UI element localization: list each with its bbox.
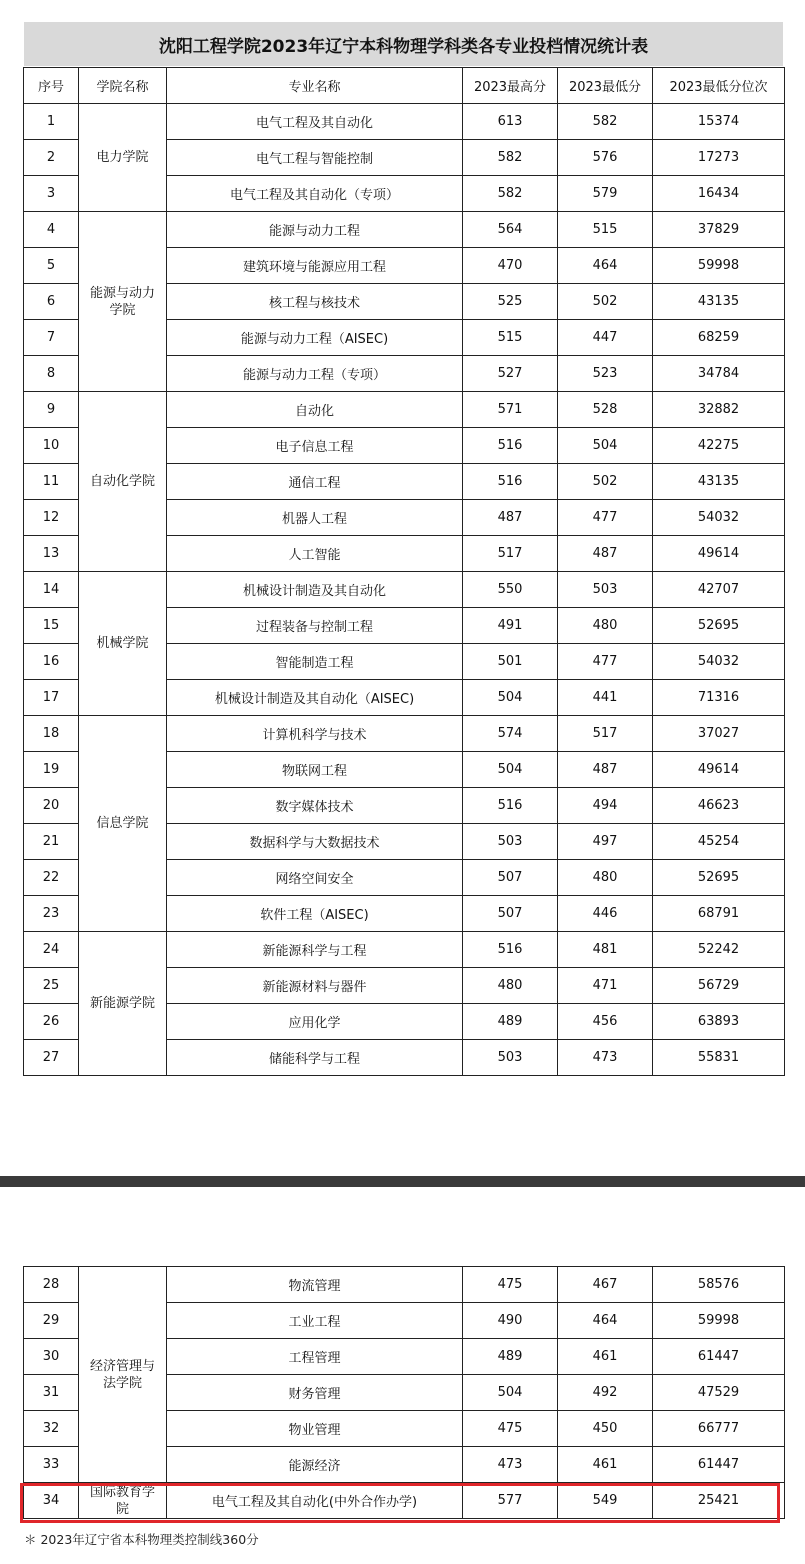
cell-min-score: 467 [558,1267,653,1303]
cell-min-rank: 54032 [653,500,785,536]
cell-min-score: 441 [558,680,653,716]
cell-max-score: 475 [463,1411,558,1447]
cell-max-score: 504 [463,752,558,788]
footnote: ＊ 2023年辽宁省本科物理类控制线360分 [24,1532,259,1547]
cell-major: 财务管理 [167,1375,463,1411]
cell-index: 17 [24,680,79,716]
cell-min-score: 456 [558,1004,653,1040]
cell-college: 电力学院 [79,104,167,212]
cell-min-score: 492 [558,1375,653,1411]
cell-major: 电气工程与智能控制 [167,140,463,176]
cell-college: 国际教育学院 [79,1483,167,1519]
cell-index: 32 [24,1411,79,1447]
cell-min-rank: 63893 [653,1004,785,1040]
cell-index: 31 [24,1375,79,1411]
cell-index: 15 [24,608,79,644]
cell-max-score: 504 [463,1375,558,1411]
cell-index: 3 [24,176,79,212]
cell-min-rank: 52695 [653,608,785,644]
table-row [24,1483,785,1519]
cell-major: 物流管理 [167,1267,463,1303]
cell-min-rank: 59998 [653,1303,785,1339]
cell-min-score: 450 [558,1411,653,1447]
cell-min-rank: 52242 [653,932,785,968]
cell-min-rank: 25421 [653,1483,785,1519]
cell-min-rank: 68259 [653,320,785,356]
cell-min-rank: 42275 [653,428,785,464]
cell-max-score: 564 [463,212,558,248]
cell-index: 4 [24,212,79,248]
cell-min-score: 517 [558,716,653,752]
admission-table-part1 [23,67,785,1076]
cell-index: 7 [24,320,79,356]
page-title: 沈阳工程学院2023年辽宁本科物理学科类各专业投档情况统计表 [24,22,783,66]
cell-major: 电子信息工程 [167,428,463,464]
cell-min-rank: 58576 [653,1267,785,1303]
cell-major: 数字媒体技术 [167,788,463,824]
cell-major: 建筑环境与能源应用工程 [167,248,463,284]
cell-max-score: 525 [463,284,558,320]
cell-index: 22 [24,860,79,896]
cell-max-score: 473 [463,1447,558,1483]
cell-index: 26 [24,1004,79,1040]
cell-max-score: 491 [463,608,558,644]
cell-min-rank: 61447 [653,1447,785,1483]
table-row [24,104,785,140]
cell-index: 14 [24,572,79,608]
cell-min-score: 494 [558,788,653,824]
cell-index: 13 [24,536,79,572]
cell-min-score: 579 [558,176,653,212]
cell-max-score: 527 [463,356,558,392]
admission-table-part2 [23,1266,785,1519]
cell-min-score: 497 [558,824,653,860]
cell-min-score: 481 [558,932,653,968]
cell-major: 机器人工程 [167,500,463,536]
cell-min-rank: 34784 [653,356,785,392]
cell-college: 经济管理与法学院 [79,1267,167,1483]
cell-major: 电气工程及其自动化 [167,104,463,140]
cell-max-score: 470 [463,248,558,284]
cell-max-score: 516 [463,932,558,968]
cell-min-score: 576 [558,140,653,176]
cell-max-score: 503 [463,824,558,860]
cell-index: 12 [24,500,79,536]
cell-min-score: 464 [558,248,653,284]
cell-index: 24 [24,932,79,968]
cell-index: 33 [24,1447,79,1483]
cell-min-rank: 16434 [653,176,785,212]
cell-min-rank: 47529 [653,1375,785,1411]
table-row [24,1267,785,1303]
cell-max-score: 487 [463,500,558,536]
cell-min-score: 502 [558,284,653,320]
cell-max-score: 490 [463,1303,558,1339]
cell-index: 23 [24,896,79,932]
header-min-score: 2023最低分 [558,68,653,104]
cell-major: 新能源科学与工程 [167,932,463,968]
cell-college: 能源与动力学院 [79,212,167,392]
cell-max-score: 489 [463,1339,558,1375]
cell-major: 新能源材料与器件 [167,968,463,1004]
cell-min-score: 464 [558,1303,653,1339]
cell-min-rank: 45254 [653,824,785,860]
cell-min-rank: 15374 [653,104,785,140]
cell-max-score: 507 [463,860,558,896]
cell-min-score: 487 [558,536,653,572]
cell-index: 9 [24,392,79,428]
header-min-rank: 2023最低分位次 [653,68,785,104]
cell-index: 20 [24,788,79,824]
cell-min-rank: 66777 [653,1411,785,1447]
cell-min-score: 477 [558,644,653,680]
table-row [24,932,785,968]
cell-index: 16 [24,644,79,680]
cell-major: 物业管理 [167,1411,463,1447]
cell-min-score: 480 [558,608,653,644]
cell-major: 计算机科学与技术 [167,716,463,752]
cell-major: 能源与动力工程 [167,212,463,248]
cell-min-score: 471 [558,968,653,1004]
cell-min-score: 447 [558,320,653,356]
cell-min-score: 477 [558,500,653,536]
cell-max-score: 503 [463,1040,558,1076]
cell-min-rank: 56729 [653,968,785,1004]
header-index: 序号 [24,68,79,104]
table-row [24,716,785,752]
cell-max-score: 480 [463,968,558,1004]
header-major: 专业名称 [167,68,463,104]
cell-index: 29 [24,1303,79,1339]
cell-max-score: 515 [463,320,558,356]
cell-major: 软件工程（AISEC) [167,896,463,932]
cell-max-score: 504 [463,680,558,716]
cell-max-score: 516 [463,464,558,500]
cell-min-rank: 17273 [653,140,785,176]
cell-major: 物联网工程 [167,752,463,788]
cell-index: 8 [24,356,79,392]
cell-index: 28 [24,1267,79,1303]
cell-index: 11 [24,464,79,500]
cell-major: 人工智能 [167,536,463,572]
cell-min-rank: 49614 [653,536,785,572]
cell-major: 核工程与核技术 [167,284,463,320]
cell-major: 电气工程及其自动化（专项） [167,176,463,212]
cell-min-rank: 61447 [653,1339,785,1375]
cell-min-rank: 43135 [653,464,785,500]
cell-max-score: 489 [463,1004,558,1040]
table-row [24,212,785,248]
cell-min-rank: 68791 [653,896,785,932]
cell-max-score: 475 [463,1267,558,1303]
cell-major: 能源与动力工程（AISEC) [167,320,463,356]
cell-min-score: 504 [558,428,653,464]
cell-min-rank: 37829 [653,212,785,248]
cell-index: 2 [24,140,79,176]
cell-max-score: 577 [463,1483,558,1519]
cell-index: 30 [24,1339,79,1375]
cell-min-rank: 54032 [653,644,785,680]
cell-min-rank: 37027 [653,716,785,752]
cell-max-score: 516 [463,788,558,824]
cell-max-score: 550 [463,572,558,608]
cell-major: 能源经济 [167,1447,463,1483]
cell-max-score: 582 [463,176,558,212]
cell-min-score: 503 [558,572,653,608]
cell-major: 储能科学与工程 [167,1040,463,1076]
cell-min-score: 582 [558,104,653,140]
cell-max-score: 517 [463,536,558,572]
cell-min-score: 487 [558,752,653,788]
cell-major: 网络空间安全 [167,860,463,896]
cell-major: 智能制造工程 [167,644,463,680]
cell-min-score: 461 [558,1339,653,1375]
section-divider [0,1176,805,1187]
cell-major: 能源与动力工程（专项） [167,356,463,392]
cell-min-score: 473 [558,1040,653,1076]
cell-index: 6 [24,284,79,320]
header-max-score: 2023最高分 [463,68,558,104]
cell-min-score: 523 [558,356,653,392]
cell-major: 机械设计制造及其自动化（AISEC) [167,680,463,716]
cell-index: 34 [24,1483,79,1519]
table-header-row [24,68,785,104]
cell-college: 机械学院 [79,572,167,716]
cell-college: 信息学院 [79,716,167,932]
cell-major: 应用化学 [167,1004,463,1040]
cell-index: 27 [24,1040,79,1076]
cell-min-rank: 46623 [653,788,785,824]
cell-min-score: 528 [558,392,653,428]
cell-major: 过程装备与控制工程 [167,608,463,644]
cell-index: 25 [24,968,79,1004]
cell-min-score: 461 [558,1447,653,1483]
cell-max-score: 574 [463,716,558,752]
table-row [24,572,785,608]
cell-max-score: 501 [463,644,558,680]
cell-major: 机械设计制造及其自动化 [167,572,463,608]
cell-min-score: 480 [558,860,653,896]
cell-max-score: 582 [463,140,558,176]
cell-max-score: 516 [463,428,558,464]
cell-major: 通信工程 [167,464,463,500]
cell-index: 18 [24,716,79,752]
header-college: 学院名称 [79,68,167,104]
cell-min-score: 515 [558,212,653,248]
cell-major: 自动化 [167,392,463,428]
cell-min-score: 502 [558,464,653,500]
cell-major: 工业工程 [167,1303,463,1339]
cell-index: 5 [24,248,79,284]
cell-index: 21 [24,824,79,860]
cell-major: 工程管理 [167,1339,463,1375]
cell-min-rank: 42707 [653,572,785,608]
cell-min-score: 549 [558,1483,653,1519]
cell-max-score: 613 [463,104,558,140]
cell-college: 自动化学院 [79,392,167,572]
table-row [24,392,785,428]
cell-min-rank: 59998 [653,248,785,284]
cell-min-score: 446 [558,896,653,932]
cell-min-rank: 55831 [653,1040,785,1076]
cell-min-rank: 49614 [653,752,785,788]
cell-max-score: 507 [463,896,558,932]
cell-major: 电气工程及其自动化(中外合作办学) [167,1483,463,1519]
cell-index: 10 [24,428,79,464]
cell-min-rank: 52695 [653,860,785,896]
cell-index: 19 [24,752,79,788]
cell-college: 新能源学院 [79,932,167,1076]
cell-max-score: 571 [463,392,558,428]
cell-major: 数据科学与大数据技术 [167,824,463,860]
cell-min-rank: 43135 [653,284,785,320]
cell-min-rank: 32882 [653,392,785,428]
cell-min-rank: 71316 [653,680,785,716]
cell-index: 1 [24,104,79,140]
